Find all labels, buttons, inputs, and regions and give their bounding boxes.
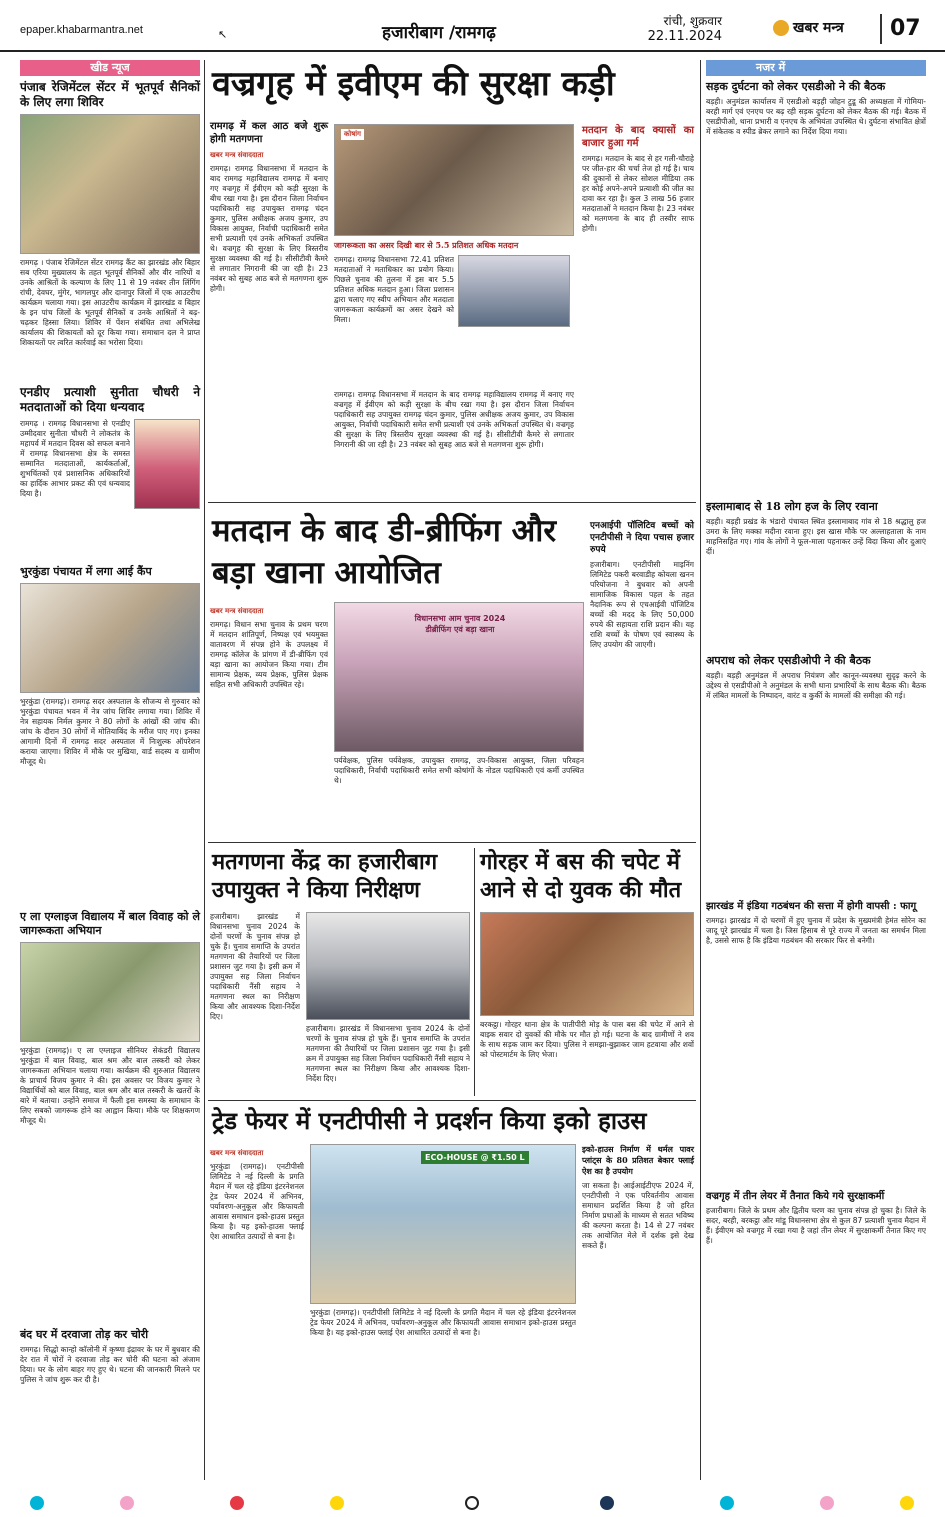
right-column-4: [706, 900, 926, 1186]
headline-inspection: मतगणना केंद्र का हजारीबाग उपायुक्त ने किया निरीक्षण: [212, 849, 438, 903]
headline-debriefing: मतदान के बाद डी-ब्रीफिंग और बड़ा खाना आयोजित: [212, 513, 557, 591]
story-title: इस्लामाबाद से 18 लोग हज के लिए रवाना: [706, 500, 878, 513]
right-band: नजर में: [706, 60, 926, 76]
story-title: सड़क दुर्घटना को लेकर एसडीओ ने की बैठक: [706, 80, 886, 93]
story-title: एनआईपी पॉलिटिव बच्चों को एनटीपीसी ने दिया पचास हजार रुपये: [590, 521, 694, 555]
photo-candidate: [134, 419, 200, 509]
story-body: भुरकुंडा (रामगढ़)। एनटीपीसी लिमिटेड ने नई दिल्ली के प्रगति मैदान में चल रहे इंडिया इंटरनेशनल ट्रेड फेयर 2024 में अभिनव, पर्यावरण-अनुकूल और किफायती आवास समाधान इको-हाउस प्रस्तुत किया है। यह इको-हाउस फ्लाई ऐश आधारित उत्पादों से बना है।: [310, 1308, 576, 1337]
story-body: रामगढ़। रामगढ़ विधानसभा में मतदान के बाद रामगढ़ महाविद्यालय रामगढ़ में बनाए गए वज्रगृह में ईवीएम को कड़ी सुरक्षा के बीच रखा गया है। इस दौरान जिला निर्वाचन पदाधिकारी सह उपायुक्त रामगढ़ चंदन कुमार, पुलिस अधीक्षक अजय कुमार, उप विकास आयुक्त, निर्वाची पदाधिकारी समेत सभी प्रत्याशी एवं उनके अभिकर्ता उपस्थित थे। वज्रगृह की सुरक्षा के लिए त्रिस्तरीय सुरक्षा व्यवस्था की गई है। सीसीटीवी कैमरे से लगातार निगरानी की जा रही है। 23 नवंबर को सुबह आठ बजे से मतगणना शुरू होगी।: [334, 390, 574, 449]
left-column-2: [20, 385, 200, 529]
color-mark: [30, 1496, 44, 1510]
story-body: बड़ही। बड़ही प्रखंड के भंडारो पंचायत स्थित इस्लामाबाद गांव से 18 श्रद्धालु हज उमरा के लिए मक्का मदीना रवाना हुए। इस खास मौके पर अल्लाहताला के नाम माहनिसहित गए। गांव के लोगों ने फूल-माला पहनाकर उन्हें विदा किया और दुआएं दीं।: [706, 517, 926, 556]
story-subtitle: जागरूकता का असर दिखी बार से 5.5 प्रतिशत अधिक मतदान: [334, 240, 519, 250]
color-mark: [120, 1496, 134, 1510]
center-col-5: [210, 912, 300, 1094]
print-color-marks: [0, 1488, 945, 1517]
main-headline: वज्रगृह में इवीएम की सुरक्षा कड़ी: [212, 64, 615, 104]
story-title: वज्रगृह में तीन लेयर में तैनात किये गये सुरक्षाकर्मी: [706, 1191, 885, 1202]
story-title: ए ला एग्लाइज विद्यालय में बाल विवाह को ले जागरूकता अभियान: [20, 910, 200, 937]
story-body: हजारीबाग। जिले के प्रथम और द्वितीय चरण का चुनाव संपन्न हो चुका है। जिले के सदर, बरही, बरकट्ठा और मांडू विधानसभा क्षेत्र से कुल 87 प्रत्याशी चुनाव मैदान में हैं। ईवीएम को वज्रगृह में रखा गया है जहां तीन लेयर में सुरक्षाकर्मी तैनात किए गए हैं।: [706, 1206, 926, 1245]
left-column-5: [20, 1328, 200, 1465]
photo-caption: कोषांग: [341, 129, 364, 140]
story-title: बंद घर में दरवाजा तोड़ कर चोरी: [20, 1328, 149, 1341]
color-mark: [820, 1496, 834, 1510]
right-column-2: [706, 500, 926, 647]
cursor-icon: ↖: [218, 28, 228, 41]
story-title: भुरकुंडा पंचायत में लगा आई कैंप: [20, 565, 152, 578]
story-body: रामगढ़। रामगढ़ विधानसभा 72.41 प्रतिशत मतदाताओं ने मताधिकार का प्रयोग किया। पिछले चुनाव की तुलना में इस बार 5.5 प्रतिशत अधिक मतदान हुआ। जिला प्रशासन द्वारा चलाए गए स्वीप अभियान और मतदाता जागरूकता कार्यक्रमों का असर देखने को मिला।: [334, 255, 454, 324]
left-band: खीड न्यूज: [20, 60, 200, 76]
logo-icon: [773, 20, 789, 36]
color-mark: [230, 1496, 244, 1510]
byline: खबर मन्त्र संवाददाता: [210, 151, 264, 159]
right-column-5: [706, 1190, 926, 1476]
story-body: हजारीबाग। झारखंड में विधानसभा चुनाव 2024 के दोनों चरणों के चुनाव संपन्न हो चुके हैं। चुनाव समाप्ति के उपरांत मतगणना की तैयारियों पर जिला प्रशासन जुट गया है। इसी क्रम में उपायुक्त सह जिला निर्वाचन पदाधिकारी नैंसी सहाय ने मतगणना स्थल का निरीक्षण किया और आवश्यक दिशा-निर्देश दिए।: [210, 912, 300, 1021]
ntpc-story: [590, 520, 694, 850]
story-body: पर्यवेक्षक, पुलिस पर्यवेक्षक, उपायुक्त रामगढ़, उप-विकास आयुक्त, जिला परिवहन पदाधिकारी, निर्वाची पदाधिकारी समेत सभी कोषांगों के नोडल पदाधिकारी एवं कर्मी उपस्थित थे।: [334, 756, 584, 785]
photo-ex-servicemen: [20, 114, 200, 254]
center-col-5b: [306, 1024, 470, 1096]
center-col-1: [210, 120, 328, 494]
photo-accident: [480, 912, 694, 1016]
date: 22.11.2024: [647, 29, 722, 44]
city-day: रांची, शुक्रवार: [663, 14, 722, 28]
photo-eco-house: [310, 1144, 576, 1304]
byline: खबर मन्त्र संवाददाता: [210, 1149, 264, 1157]
divider: [880, 14, 882, 44]
story-body: हजारीबाग। एनटीपीसी माइनिंग लिमिटेड पकरी बरवाडीह कोयला खनन परियोजना ने बुधवार को अपनी सामाजिक विकास पहल के तहत नैदानिक रूप से एचआईवी पॉजिटिव बच्चों की मदद के लिए 50,000 रुपये की सहायता राशि प्रदान की। यह राशि बच्चों के पोषण एवं स्वास्थ्य के लिए उपयोग की जाएगी।: [590, 560, 694, 649]
story-body: हजारीबाग। झारखंड में विधानसभा चुनाव 2024 के दोनों चरणों के चुनाव संपन्न हो चुके हैं। चुनाव समाप्ति के उपरांत मतगणना की तैयारियों पर जिला प्रशासन जुट गया है। इसी क्रम में उपायुक्त सह जिला निर्वाचन पदाधिकारी नैंसी सहाय ने मतगणना स्थल का निरीक्षण किया और आवश्यक दिशा-निर्देश दिए।: [306, 1024, 470, 1083]
event-banner: विधानसभा आम चुनाव 2024 डीब्रीफिंग एवं बड़ा खाना: [414, 614, 506, 634]
right-column: [706, 80, 926, 492]
color-mark: [900, 1496, 914, 1510]
story-body: भुरकुंडा (रामगढ़)। रामगढ़ सदर अस्पताल के सौजन्य से गुरुवार को भुरकुंडा पंचायत भवन में नेत्र जांच शिविर लगाया गया। शिविर में नेत्र सहायक निर्मल कुमार ने 80 लोगों के आंखों की जांच की। जांच के दौरान 30 लोगों में मोतियाबिंद के मरीज पाए गए। इनका आगामी दिनों में रामगढ़ सदर अस्पताल में निःशुल्क ऑपरेशन कराया जाएगा। शिविर में मौके पर मुखिया, वार्ड सदस्य व ग्रामीण मौजूद थे।: [20, 697, 200, 766]
photo-official: [458, 255, 570, 327]
masthead: [0, 0, 945, 52]
right-column-3: [706, 654, 926, 896]
color-mark: [600, 1496, 614, 1510]
column-divider: [204, 60, 205, 1480]
section-divider: [208, 842, 696, 843]
center-col-2: [334, 240, 574, 385]
headline-eco-house: ट्रेड फेयर में एनटीपीसी ने प्रदर्शन किया इको हाउस: [212, 1106, 647, 1135]
photo-inspection: [306, 912, 470, 1020]
section-divider: [208, 1100, 696, 1101]
epaper-url[interactable]: epaper.khabarmantra.net: [20, 24, 143, 36]
section-title: हजारीबाग /रामगढ़: [382, 23, 496, 43]
left-column: [20, 80, 200, 398]
column-divider: [700, 60, 701, 1480]
center-col-3: [210, 602, 328, 845]
color-mark: [720, 1496, 734, 1510]
center-col-7b: [310, 1308, 576, 1458]
section-divider: [208, 502, 696, 503]
photo-debriefing: [334, 602, 584, 752]
center-col-2b: [334, 390, 574, 500]
story-body: भुरकुंडा (रामगढ़)। एनटीपीसी लिमिटेड ने नई दिल्ली के प्रगति मैदान में चल रहे इंडिया इंटरनेशनल ट्रेड फेयर 2024 में अभिनव, पर्यावरण-अनुकूल और किफायती आवास समाधान इको-हाउस प्रस्तुत किया है। यह इको-हाउस फ्लाई ऐश आधारित उत्पादों से बना है।: [210, 1162, 304, 1241]
center-col-4: [334, 756, 584, 836]
story-title: झारखंड में इंडिया गठबंधन की सत्ता में होगी वापसी : फागू: [706, 901, 917, 912]
story-body: बड़ही। बड़ही अनुमंडल में अपराध नियंत्रण और कानून-व्यवस्था सुदृढ़ करने के उद्देश्य से एसडीपीओ ने अनुमंडल के सभी थाना प्रभारियों के साथ बैठक की। बैठक में लंबित मामलों के निष्पादन, वारंट व कुर्की के मामलों की समीक्षा की गई।: [706, 671, 926, 700]
story-title: मतदान के बाद क्यासों का बाजार हुआ गर्म: [582, 125, 694, 149]
center-side: [582, 124, 694, 514]
story-body: रामगढ़। सिद्धो कान्हो कॉलोनी में कृष्णा इंद्रावर के घर में बुधवार की देर रात में चोरों ने दरवाजा तोड़ कर चोरी की घटना को अंजाम दिया। घर के लोग बाहर गए हुए थे। घटना की जानकारी मिलने पर पुलिस ने जांच शुरू कर दी है।: [20, 1345, 200, 1384]
story-body: रामगढ़। विधान सभा चुनाव के प्रथम चरण में मतदान शांतिपूर्ण, निष्पक्ष एवं भयमुक्त वातावरण में संपन्न होने के उपलक्ष्य में रामगढ़ कॉलेज के प्रांगण में डी-ब्रीफिंग एवं बड़ा खाना का आयोजन किया गया। टीम सामान्य प्रेक्षक, व्यय प्रेक्षक, पुलिस प्रेक्षक सहित सभी अधिकारी उपस्थित रहे।: [210, 620, 328, 689]
story-subtitle: इको-हाउस निर्माण में थर्मल पावर प्लांट्स के 80 प्रतिशत बेकार फ्लाई ऐश का है उपयोग: [582, 1144, 694, 1176]
headline-accident: गोरहर में बस की चपेट में आने से दो युवक की मौत: [480, 849, 682, 903]
story-title: पंजाब रेजिमेंटल सेंटर में भूतपूर्व सैनिकों के लिए लगा शिविर: [20, 80, 200, 109]
story-body: भुरकुंडा (रामगढ़)। ए ला एग्लाइज सीनियर सेकंडरी विद्यालय भुरकुंडा में बाल विवाह, बाल श्रम और बाल तस्करी को लेकर जागरूकता अभियान चलाया गया। कार्यक्रम की शुरुआत विद्यालय के प्राचार्य विजय कुमार ने की। इस अवसर पर विजय कुमार ने विद्यार्थियों को बाल विवाह, बाल श्रम और बाल तस्करी के खतरों के बारे में बताया। उन्होंने समाज में फैली इस समस्या के समाधान के लिए सबको जागरूक होने का आह्वान किया। मौके पर शिक्षकगण मौजूद थे।: [20, 1046, 200, 1125]
left-column-4: [20, 910, 200, 1236]
story-body: रामगढ़ । रामगढ़ विधानसभा से एनडीए उम्मीदवार सुनीता चौधरी ने लोकतंत्र के महापर्व में मतदान दिवस को सफल बनाने में रामगढ़ विधानसभा क्षेत्र के समस्त सम्मानित मतदाताओं, कार्यकर्ताओं, शुभचिंतकों एवं प्रशासनिक अधिकारियों का हार्दिक आभार प्रकट की एवं धन्यवाद दिया है।: [20, 419, 130, 498]
color-mark: [330, 1496, 344, 1510]
eco-side: [582, 1144, 694, 1431]
story-title: अपराध को लेकर एसडीओपी ने की बैठक: [706, 654, 871, 667]
story-subtitle: रामगढ़ में कल आठ बजे शुरू होगी मतगणना: [210, 121, 328, 145]
dateline: [640, 12, 722, 44]
story-body: रामगढ़। मतदान के बाद से हर गली-चौराहे पर जीत-हार की चर्चा तेज हो गई है। चाय की दुकानों से लेकर सोशल मीडिया तक हर कोई अपने-अपने प्रत्याशी की जीत का दावा कर रहा है। कुल 3 लाख 56 हजार मतदाताओं ने मतदान किया है। 23 नवंबर को मतगणना के बाद ही तस्वीर साफ होगी।: [582, 154, 694, 233]
byline: खबर मन्त्र संवाददाता: [210, 607, 264, 615]
photo-strongroom: [334, 124, 574, 236]
brand-logo: खबर मन्त्र: [773, 18, 844, 37]
story-body: रामगढ़ । पंजाब रेजिमेंटल सेंटर रामगढ़ कैंट का झारखंड और बिहार सब एरिया मुख्यालय के तहत भूतपूर्व सैनिकों और वीर नारियों व उनके आश्रितों के कल्याण के लिए 11 से 19 नवंबर तीन लिंगिंग रांची, देवघर, मुंगेर, भागलपुर और दानापुर जिलों में एक आउटरीच कार्यक्रम चलाया गया। इस आउटरीच कार्यक्रम में झारखंड व बिहार के इन पांच जिलों के भूतपूर्व सैनिकों व उनके आश्रितों ने बढ़-चढ़कर हिस्सा लिया। शिविर में पेंशन संबंधित तथा अभिलेख कार्यालय की शिकायतों को दूर किया गया। समाधान दल ने प्राप्त शिकायतों पर त्वरित कार्रवाई का भरोसा दिया।: [20, 258, 200, 347]
photo-eye-camp: [20, 583, 200, 693]
center-col-7: [210, 1144, 304, 1462]
story-body: बड़ही। अनुमंडल कार्यालय में एसडीओ बड़ही जोहन टुडू की अध्यक्षता में गोमिया-बरही मार्ग एवं एनएच पर बढ़ रही सड़क दुर्घटना को लेकर बैठक की गई। बैठक में एसडीपीओ, थाना प्रभारी व एनएच के अभियंता उपस्थित थे। दुर्घटना संभावित क्षेत्रों में संकेतक व स्पीड ब्रेकर लगाने का निर्देश दिया गया।: [706, 97, 926, 136]
photo-school-campaign: [20, 942, 200, 1042]
center-col-6: [480, 1020, 694, 1096]
left-column-3: [20, 565, 200, 867]
story-body: रामगढ़। रामगढ़ विधानसभा में मतदान के बाद रामगढ़ महाविद्यालय रामगढ़ में बनाए गए वज्रगृह में ईवीएम को कड़ी सुरक्षा के बीच रखा गया है। इस दौरान जिला निर्वाचन पदाधिकारी सह उपायुक्त रामगढ़ चंदन कुमार, पुलिस अधीक्षक अजय कुमार, उप विकास आयुक्त, निर्वाची पदाधिकारी समेत सभी प्रत्याशी एवं उनके अभिकर्ता उपस्थित थे। वज्रगृह की सुरक्षा के लिए त्रिस्तरीय सुरक्षा व्यवस्था की गई है। सीसीटीवी कैमरे से लगातार निगरानी की जा रही है। 23 नवंबर को सुबह आठ बजे से मतगणना शुरू होगी।: [210, 164, 328, 293]
page-number: 07: [890, 16, 921, 41]
story-title: एनडीए प्रत्याशी सुनीता चौधरी ने मतदाताओं को दिया धन्यवाद: [20, 385, 200, 414]
registration-mark-icon: [465, 1496, 479, 1510]
column-divider: [474, 848, 475, 1096]
story-body: रामगढ़। झारखंड में दो चरणों में हुए चुनाव में प्रदेश के मुख्यमंत्री हेमंत सोरेन का जादू पूरे झारखंड में चला है। जिस हिसाब से पूरे राज्य में जनता का समर्थन मिला है, उससे साफ है कि इंडिया गठबंधन की सरकार फिर से बनेगी।: [706, 916, 926, 945]
story-body: बरकट्ठा। गोरहर थाना क्षेत्र के पातीपीरी मोड़ के पास बस की चपेट में आने से बाइक सवार दो युवकों की मौके पर मौत हो गई। घटना के बाद ग्रामीणों ने शव के साथ सड़क जाम कर दिया। पुलिस ने समझा-बुझाकर जाम हटवाया और शवों को पोस्टमार्टम के लिए भेजा।: [480, 1020, 694, 1059]
story-body: जा सकता है। आईआईटीएफ 2024 में, एनटीपीसी ने एक परिवर्तनीय आवास समाधान प्रदर्शित किया है जो हरित निर्माण प्रथाओं के माध्यम से सतत भविष्य की कल्पना करता है। 14 से 27 नवंबर तक आयोजित मेले में दर्शक इसे देख सकते हैं।: [582, 1181, 694, 1250]
eco-house-sign: ECO-HOUSE @ ₹1.50 L: [421, 1151, 529, 1164]
